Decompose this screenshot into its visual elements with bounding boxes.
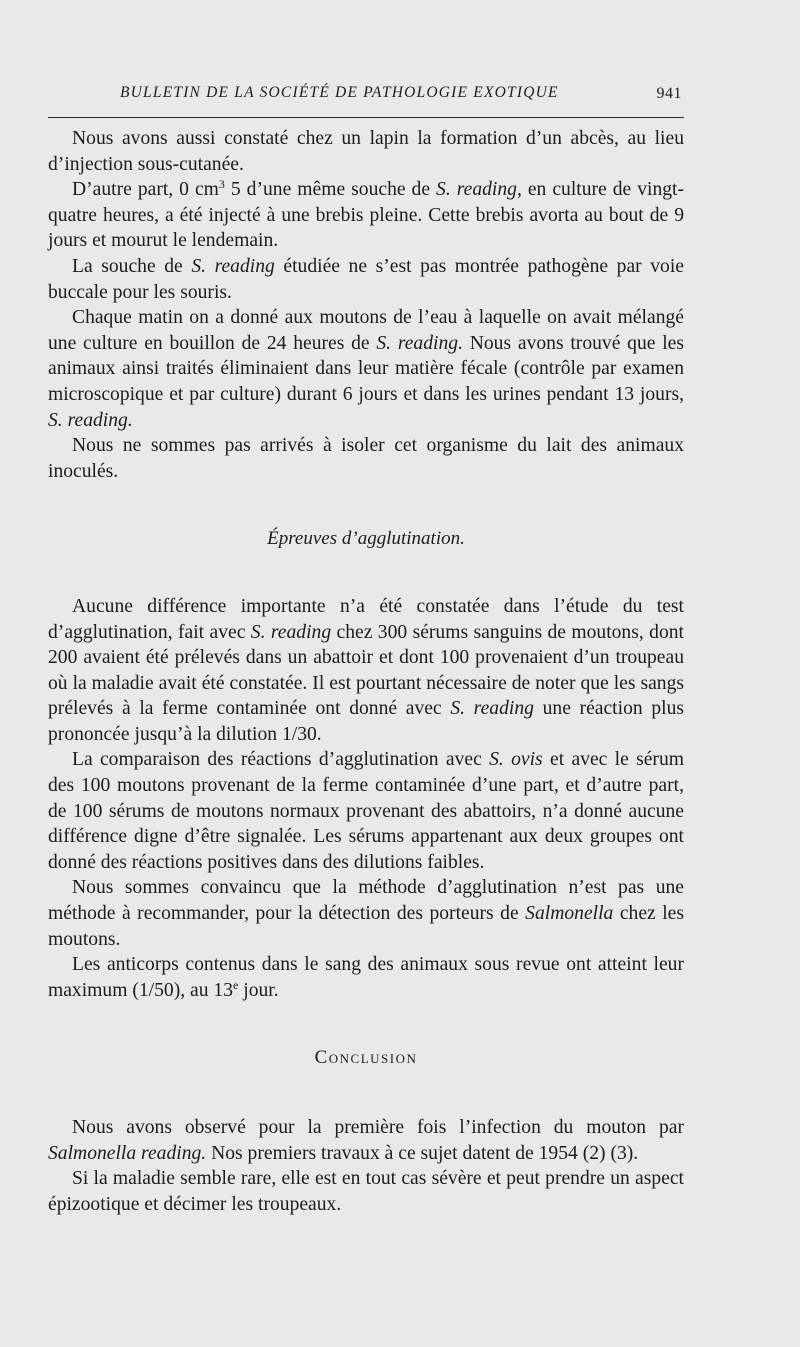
text-run: Nous ne sommes pas arrivés à isoler cet organisme du lait des animaux inoculés. bbox=[48, 435, 684, 482]
paragraph bbox=[48, 126, 684, 177]
text-run: , en culture de vingt-quatre heures, a été injecté à une brebis pleine. Cette brebis avorta au bout de 9 jours et mourut le lendemain. bbox=[48, 179, 685, 252]
italic-run: S. reading bbox=[191, 255, 275, 277]
italic-run: S. reading. bbox=[48, 409, 133, 431]
text-run: chez les moutons. bbox=[48, 903, 684, 950]
paragraph bbox=[48, 305, 684, 433]
text-run: une réaction plus prononcée jusqu’à la dilution 1/30. bbox=[48, 698, 684, 745]
paragraph bbox=[48, 1166, 684, 1217]
text-run: chez 300 sérums sanguins de moutons, dont 200 avaient été prélevés dans un abattoir et dont 100 provenaient d’un troupeau où la maladie avait été constatée. Il est pourtant nécessaire de noter que les sangs prélevés à la ferme contaminée ont donné avec bbox=[48, 621, 684, 720]
text-run: Nous avons trouvé que les animaux ainsi traités éliminaient dans leur matière fécale (contrôle par examen microscopique et par culture) durant 6 jours et dans les urines pendant 13 jours, bbox=[48, 332, 685, 405]
text-run: et avec le sérum des 100 moutons provenant de la ferme contaminée d’une part, et d’autre part, de 100 sérums de moutons normaux provenant des abattoirs, n’a donné aucune différence digne d’être signalée. Les sérums appartenant aux deux groupes ont donné des réactions positives dans des dilutions faibles. bbox=[48, 749, 684, 873]
italic-run: S. reading. bbox=[376, 332, 463, 354]
text-run: La comparaison des réactions d’agglutination avec bbox=[72, 749, 490, 771]
italic-run: S. reading bbox=[450, 698, 534, 720]
running-header bbox=[48, 84, 684, 108]
italic-run: S. reading bbox=[436, 179, 517, 201]
paragraph bbox=[48, 1115, 684, 1166]
text-run: D’autre part, 0 cm bbox=[72, 179, 219, 201]
text-run: Nous avons observé pour la première fois l’infection du mouton par bbox=[72, 1117, 684, 1138]
italic-run: Salmonella reading. bbox=[48, 1142, 207, 1164]
page-number: 941 bbox=[656, 85, 682, 102]
paragraph bbox=[48, 594, 684, 748]
text-run: La souche de bbox=[72, 255, 192, 277]
superscript: e bbox=[233, 977, 239, 992]
italic-run: Salmonella bbox=[525, 903, 614, 925]
italic-run: S. reading bbox=[250, 621, 332, 643]
section-title-conclusion: Conclusion bbox=[314, 1047, 418, 1069]
text-run: Nos premiers travaux à ce sujet datent de 1954 (2) (3). bbox=[206, 1142, 639, 1164]
paragraph bbox=[48, 952, 684, 1003]
paragraph bbox=[48, 875, 684, 952]
paragraph-group-1 bbox=[48, 126, 684, 484]
paragraph-group-3 bbox=[48, 1115, 684, 1217]
article-body bbox=[48, 126, 684, 1217]
text-run: étudiée ne s’est pas montrée pathogène par voie buccale pour les souris. bbox=[48, 255, 684, 303]
text-run: Si la maladie semble rare, elle est en tout cas sévère et peut prendre un aspect épizootique et décimer les troupeaux. bbox=[48, 1168, 684, 1215]
header-rule bbox=[48, 117, 684, 118]
text-run: Chaque matin on a donné aux moutons de l’eau à laquelle on avait mélangé une culture en bouillon de 24 heures de bbox=[48, 307, 684, 354]
text-run: 5 d’une même souche de bbox=[224, 179, 437, 201]
running-title: BULLETIN DE LA SOCIÉTÉ DE PATHOLOGIE EXOTIQUE bbox=[120, 84, 559, 101]
text-run: Nous sommes convaincu que la méthode d’agglutination n’est pas une méthode à recommander, pour la détection des porteurs de bbox=[48, 877, 684, 925]
text-run: jour. bbox=[238, 979, 279, 1001]
paragraph-group-2 bbox=[48, 594, 684, 1004]
paragraph bbox=[48, 433, 684, 484]
superscript: 3 bbox=[218, 177, 225, 192]
italic-run: S. ovis bbox=[489, 749, 543, 771]
paragraph bbox=[48, 177, 684, 254]
text-run: Les anticorps contenus dans le sang des animaux sous revue ont atteint leur maximum (1/50), au 13 bbox=[48, 954, 684, 1001]
paragraph bbox=[48, 747, 684, 875]
paragraph bbox=[48, 254, 684, 305]
text-run: Nous avons aussi constaté chez un lapin la formation d’un abcès, au lieu d’injection sous-cutanée. bbox=[48, 128, 684, 175]
section-title-agglutination: Épreuves d’agglutination. bbox=[267, 528, 465, 550]
text-run: Aucune différence importante n’a été constatée dans l’étude du test d’agglutination, fait avec bbox=[48, 595, 684, 643]
